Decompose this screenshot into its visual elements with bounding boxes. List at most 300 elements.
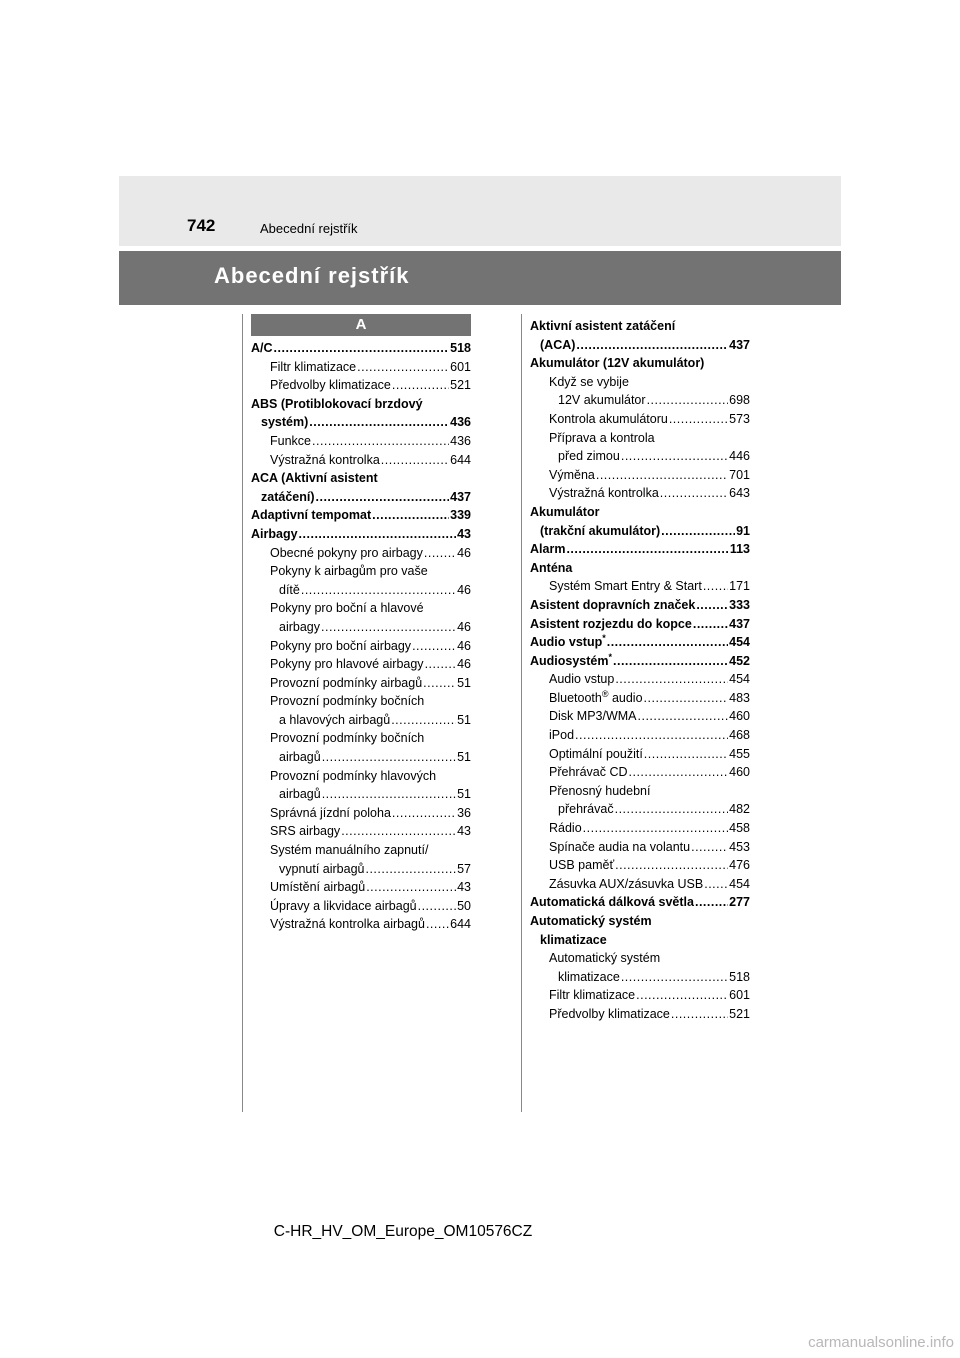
index-entry-label bbox=[549, 986, 635, 1005]
index-entry-label bbox=[549, 819, 582, 838]
index-entry-page-number: 46 bbox=[457, 619, 471, 634]
index-entry bbox=[530, 373, 750, 392]
index-entry-label bbox=[549, 763, 628, 782]
index-entry bbox=[530, 838, 750, 857]
watermark: carmanualsonline.info bbox=[808, 1334, 954, 1351]
index-entry-leader-dots bbox=[647, 391, 729, 410]
index-entry-label bbox=[279, 748, 321, 767]
index-entry bbox=[251, 469, 471, 488]
index-entry-page-number: 46 bbox=[457, 545, 471, 560]
index-entry-leader-dots bbox=[644, 689, 729, 708]
index-entry-page-number: 452 bbox=[729, 653, 750, 668]
index-entry-label bbox=[251, 506, 371, 525]
index-entry-label bbox=[549, 1005, 670, 1024]
index-entry bbox=[251, 674, 471, 693]
index-entry-label bbox=[270, 729, 424, 748]
index-entry-text: Spínače audia na volantu bbox=[549, 839, 691, 854]
index-entry bbox=[251, 599, 471, 618]
index-entry-page-number: 51 bbox=[457, 712, 471, 727]
index-entry-page-number: 51 bbox=[457, 787, 471, 802]
index-entry bbox=[530, 447, 750, 466]
index-entry-page-number: 51 bbox=[457, 750, 471, 765]
index-entry-label bbox=[558, 800, 614, 819]
index-entry-label bbox=[549, 856, 614, 875]
index-entry-leader-dots bbox=[418, 897, 456, 916]
index-entry-page-number: 453 bbox=[729, 839, 750, 854]
index-entry-label bbox=[530, 540, 565, 559]
index-entry-leader-dots bbox=[644, 745, 728, 764]
index-entry-page-number: 454 bbox=[729, 876, 750, 891]
index-entry-label bbox=[530, 559, 572, 578]
index-entry-label bbox=[530, 354, 704, 373]
index-entry-page-number: 46 bbox=[457, 657, 471, 672]
index-entry-leader-dots bbox=[691, 838, 728, 857]
index-entry bbox=[251, 339, 471, 358]
index-entry-label bbox=[270, 544, 423, 563]
index-entry bbox=[530, 745, 750, 764]
index-entry-text: Automatický systém bbox=[530, 914, 652, 928]
index-entry bbox=[530, 763, 750, 782]
index-entry-leader-dots bbox=[365, 860, 456, 879]
index-entry-label bbox=[549, 670, 614, 689]
index-entry-leader-dots bbox=[321, 618, 456, 637]
index-entry-page-number: 483 bbox=[729, 690, 750, 705]
index-entry-leader-dots bbox=[425, 655, 457, 674]
index-entry-label bbox=[549, 726, 574, 745]
index-entry-label bbox=[270, 841, 428, 860]
index-entry bbox=[251, 413, 471, 432]
index-entry-leader-dots bbox=[392, 804, 456, 823]
index-entry-text: ACA (Aktivní asistent bbox=[251, 471, 378, 486]
index-entry-text: systém) bbox=[261, 415, 309, 430]
index-entry-leader-dots bbox=[615, 800, 729, 819]
index-entry-label bbox=[530, 633, 606, 652]
index-entry-leader-dots bbox=[704, 875, 728, 894]
index-entry-label bbox=[270, 915, 425, 934]
index-entry-leader-dots bbox=[583, 819, 728, 838]
index-entry-text: Funkce bbox=[270, 433, 311, 448]
index-entry-page-number: 643 bbox=[729, 486, 750, 501]
index-entry bbox=[530, 633, 750, 652]
index-entry-leader-dots bbox=[423, 674, 456, 693]
index-entry-text: Rádio bbox=[549, 821, 582, 836]
index-entry-text: Filtr klimatizace bbox=[270, 359, 357, 374]
index-entry-leader-dots bbox=[621, 968, 728, 987]
index-entry-text: Audio vstup bbox=[549, 672, 615, 687]
index-entry bbox=[251, 729, 471, 748]
index-entry-label bbox=[549, 466, 595, 485]
index-entry-page-number: 644 bbox=[450, 452, 471, 467]
index-entry-page-number: 36 bbox=[457, 805, 471, 820]
index-entry-label bbox=[270, 655, 424, 674]
index-entry-label bbox=[549, 577, 702, 596]
index-entry-page-number: 518 bbox=[729, 969, 750, 984]
index-entry bbox=[530, 577, 750, 596]
index-entry-text: A/C bbox=[251, 341, 273, 355]
index-entry bbox=[530, 652, 750, 671]
index-entry-page-number: 460 bbox=[729, 709, 750, 724]
index-entry-page-number: 454 bbox=[729, 672, 750, 687]
index-entry-text: 12V akumulátor bbox=[558, 393, 646, 408]
index-entry bbox=[530, 782, 750, 801]
index-entry-label bbox=[549, 875, 703, 894]
index-entry-text: Výměna bbox=[549, 467, 595, 482]
index-entry-label bbox=[251, 525, 298, 544]
index-entry-leader-dots bbox=[638, 707, 729, 726]
index-entry-text: Obecné pokyny pro airbagy bbox=[270, 545, 423, 560]
index-entry-text: USB paměť bbox=[549, 858, 615, 873]
index-entry-text: Alarm bbox=[530, 542, 566, 557]
index-entry-leader-dots bbox=[392, 376, 449, 395]
index-entry-page-number: 437 bbox=[450, 489, 471, 504]
index-entry-leader-dots bbox=[703, 577, 728, 596]
index-entry-page-number: 43 bbox=[457, 880, 471, 895]
index-entry-page-number: 50 bbox=[457, 898, 471, 913]
index-entry-label bbox=[558, 447, 620, 466]
index-column-2 bbox=[530, 317, 750, 1024]
index-entry-leader-dots bbox=[596, 466, 728, 485]
index-entry-text: Filtr klimatizace bbox=[549, 988, 636, 1003]
index-entry-text: Akumulátor bbox=[530, 504, 600, 519]
index-entry-label bbox=[270, 432, 311, 451]
index-entry-text: před zimou bbox=[558, 449, 620, 464]
index-entry-label bbox=[549, 410, 668, 429]
index-entry-text: Pokyny k airbagům pro vaše bbox=[270, 564, 428, 579]
index-entry-leader-dots bbox=[615, 670, 728, 689]
index-entry bbox=[530, 1005, 750, 1024]
footer bbox=[0, 1222, 960, 1242]
index-entry-text: Zásuvka AUX/zásuvka USB bbox=[549, 876, 704, 891]
index-entry-leader-dots bbox=[424, 544, 456, 563]
index-entry bbox=[251, 618, 471, 637]
index-entry-text: Příprava a kontrola bbox=[549, 430, 655, 445]
index-entry-leader-dots bbox=[621, 447, 728, 466]
index-entry-text: airbagy bbox=[279, 619, 320, 634]
index-entry-text: Optimální použití bbox=[549, 746, 643, 761]
index-entry-page-number: 277 bbox=[729, 895, 750, 910]
index-entry-page-number: 468 bbox=[729, 728, 750, 743]
index-entry-page-number: 437 bbox=[729, 337, 750, 352]
index-entry-leader-dots bbox=[575, 726, 728, 745]
index-entry bbox=[251, 748, 471, 767]
index-entry-text: Pokyny pro boční a hlavové bbox=[270, 601, 424, 616]
index-entry bbox=[251, 395, 471, 414]
index-entry-label bbox=[270, 822, 340, 841]
header-band bbox=[119, 176, 841, 246]
index-entry bbox=[530, 429, 750, 448]
index-entry bbox=[530, 931, 750, 950]
index-entry bbox=[251, 488, 471, 507]
index-entry-page-number: 455 bbox=[729, 746, 750, 761]
index-entry-label bbox=[279, 711, 390, 730]
index-entry bbox=[251, 860, 471, 879]
index-entry bbox=[530, 819, 750, 838]
index-entry-label bbox=[549, 429, 655, 448]
index-entry-text: Provozní podmínky bočních bbox=[270, 731, 425, 746]
page-number: 742 bbox=[187, 216, 216, 235]
index-entry-page-number: 46 bbox=[457, 638, 471, 653]
index-entry-label bbox=[279, 860, 364, 879]
index-entry-label bbox=[549, 838, 690, 857]
index-entry-label bbox=[540, 931, 607, 950]
index-entry-leader-dots bbox=[661, 522, 735, 541]
index-entry-page-number: 573 bbox=[729, 411, 750, 426]
index-entry-leader-dots bbox=[669, 410, 728, 429]
index-entry-page-number: 601 bbox=[450, 359, 471, 374]
index-entry-leader-dots bbox=[381, 451, 449, 470]
index-entry bbox=[530, 484, 750, 503]
index-entry-page-number: 339 bbox=[450, 508, 471, 523]
index-entry-leader-dots bbox=[312, 432, 449, 451]
index-entry-label bbox=[270, 358, 356, 377]
index-entry-label bbox=[270, 897, 417, 916]
index-entry bbox=[251, 692, 471, 711]
index-entry-text: Systém Smart Entry & Start bbox=[549, 579, 702, 594]
index-entry-label bbox=[279, 785, 321, 804]
index-entry-label bbox=[549, 484, 659, 503]
index-entry-page-number: 171 bbox=[729, 579, 750, 594]
index-entry bbox=[251, 432, 471, 451]
index-entry-leader-dots bbox=[636, 986, 728, 1005]
index-entry-text: a hlavových airbagů bbox=[279, 712, 391, 727]
index-entry-text: Bluetooth bbox=[549, 690, 602, 705]
index-entry-label bbox=[270, 599, 424, 618]
index-entry-leader-dots bbox=[366, 878, 456, 897]
index-entry-page-number: 436 bbox=[450, 433, 471, 448]
index-entry-page-number: 521 bbox=[729, 1006, 750, 1021]
index-entry bbox=[530, 336, 750, 355]
index-entry-text: Adaptivní tempomat bbox=[251, 508, 372, 523]
index-entry-label bbox=[558, 391, 646, 410]
index-entry bbox=[251, 637, 471, 656]
index-entry bbox=[530, 986, 750, 1005]
index-entry-text: Automatická dálková světla bbox=[530, 895, 694, 910]
index-entry-label bbox=[549, 373, 629, 392]
index-entry-text: dítě bbox=[279, 582, 300, 597]
index-entry-label bbox=[549, 707, 637, 726]
index-entry-page-number: 446 bbox=[729, 449, 750, 464]
index-entry bbox=[251, 897, 471, 916]
index-entry bbox=[530, 912, 750, 931]
index-entry-page-number: 518 bbox=[450, 341, 471, 355]
index-entry-label bbox=[270, 376, 391, 395]
index-entry bbox=[530, 317, 750, 336]
index-entry-label bbox=[279, 581, 300, 600]
index-entry-superscript: ® bbox=[601, 688, 609, 699]
index-entry-page-number: 460 bbox=[729, 765, 750, 780]
column-rule-middle bbox=[521, 314, 522, 1112]
index-entry-label bbox=[251, 339, 273, 358]
index-entry-text: Výstražná kontrolka airbagů bbox=[270, 917, 425, 932]
index-entry-text: Výstražná kontrolka bbox=[549, 486, 659, 501]
index-entry-leader-dots bbox=[660, 484, 728, 503]
index-entry bbox=[251, 525, 471, 544]
index-entry bbox=[530, 893, 750, 912]
index-entry-label bbox=[251, 395, 423, 414]
index-entry-leader-dots bbox=[693, 615, 728, 634]
index-entry-label bbox=[270, 767, 436, 786]
index-entry bbox=[251, 785, 471, 804]
footer-document-code: C-HR_HV_OM_Europe_OM10576CZ bbox=[273, 1223, 533, 1240]
index-entry-label bbox=[270, 562, 428, 581]
index-entry-text: airbagů bbox=[279, 787, 321, 802]
index-entry-text-after: audio bbox=[608, 690, 643, 705]
index-entry-label bbox=[530, 893, 694, 912]
index-entry-label bbox=[530, 912, 652, 931]
index-entry bbox=[251, 358, 471, 377]
index-entry-text: Provozní podmínky airbagů bbox=[270, 675, 423, 690]
index-entry-text: Přenosný hudební bbox=[549, 783, 651, 798]
index-entry-text: iPod bbox=[549, 728, 575, 743]
index-entry-superscript: * bbox=[602, 633, 606, 643]
index-entry-page-number: 698 bbox=[729, 393, 750, 408]
index-entry-page-number: 113 bbox=[729, 542, 750, 557]
index-entry bbox=[530, 503, 750, 522]
index-entry-page-number: 701 bbox=[729, 467, 750, 482]
index-entry-label bbox=[530, 596, 695, 615]
index-entry bbox=[530, 726, 750, 745]
index-entry bbox=[251, 878, 471, 897]
index-entry-leader-dots bbox=[696, 596, 728, 615]
index-entry-leader-dots bbox=[576, 336, 728, 355]
index-entry-page-number: 482 bbox=[729, 802, 750, 817]
index-entry-label bbox=[270, 451, 380, 470]
index-entry-text: (trakční akumulátor) bbox=[540, 523, 661, 538]
index-entry bbox=[530, 522, 750, 541]
index-entry-page-number: 521 bbox=[450, 378, 471, 393]
index-entry-text: Audio vstup bbox=[530, 635, 603, 650]
index-entry-page-number: 46 bbox=[457, 582, 471, 597]
index-entry-label bbox=[549, 745, 643, 764]
index-entry bbox=[251, 822, 471, 841]
index-entry-label bbox=[270, 878, 365, 897]
index-entry-leader-dots bbox=[391, 711, 456, 730]
index-entry-leader-dots bbox=[301, 581, 456, 600]
index-entry bbox=[530, 875, 750, 894]
index-entry-label bbox=[251, 469, 378, 488]
index-entry-page-number: 43 bbox=[457, 824, 471, 839]
index-entry bbox=[251, 841, 471, 860]
index-entry-text: (ACA) bbox=[540, 337, 576, 352]
index-entry-label bbox=[270, 674, 422, 693]
index-entry-page-number: 458 bbox=[729, 821, 750, 836]
index-entry bbox=[530, 559, 750, 578]
index-entry-text: Přehrávač CD bbox=[549, 765, 628, 780]
index-entry bbox=[251, 376, 471, 395]
index-entry bbox=[251, 915, 471, 934]
index-letter-heading: A bbox=[251, 314, 471, 336]
index-entry-text: Audiosystém bbox=[530, 653, 609, 668]
index-entry-label bbox=[530, 615, 692, 634]
index-entry-text: Airbagy bbox=[251, 526, 298, 541]
header-section-name: Abecední rejstřík bbox=[260, 221, 358, 236]
index-entry-leader-dots bbox=[566, 540, 728, 559]
index-entry bbox=[530, 707, 750, 726]
index-entry-leader-dots bbox=[615, 856, 728, 875]
index-entry-label bbox=[549, 949, 660, 968]
index-entry-page-number: 43 bbox=[457, 526, 471, 541]
index-entry-text: Asistent dopravních značek bbox=[530, 597, 696, 612]
index-entry-text: Umístění airbagů bbox=[270, 880, 366, 895]
index-entry-text: Systém manuálního zapnutí/ bbox=[270, 843, 429, 858]
index-entry-leader-dots bbox=[412, 637, 456, 656]
index-entry-text: Aktivní asistent zatáčení bbox=[530, 319, 676, 333]
index-entry-page-number: 644 bbox=[450, 917, 471, 932]
index-entry-text: Předvolby klimatizace bbox=[549, 1006, 670, 1021]
index-entry bbox=[530, 689, 750, 708]
index-entry-leader-dots bbox=[372, 506, 449, 525]
index-entry-label bbox=[540, 336, 575, 355]
index-entry-label bbox=[530, 503, 599, 522]
index-entry bbox=[530, 856, 750, 875]
index-entry bbox=[530, 354, 750, 373]
column-rule-left bbox=[242, 314, 243, 1112]
index-entry-page-number: 91 bbox=[736, 523, 750, 538]
index-entry-text: Pokyny pro boční airbagy bbox=[270, 638, 412, 653]
index-entry-leader-dots bbox=[613, 652, 728, 671]
index-entry bbox=[251, 767, 471, 786]
index-entry-superscript: * bbox=[608, 651, 613, 662]
index-entry-leader-dots bbox=[322, 785, 456, 804]
index-entry-leader-dots bbox=[426, 915, 449, 934]
index-entry-leader-dots bbox=[274, 339, 450, 358]
index-entry-leader-dots bbox=[341, 822, 456, 841]
index-entry-label bbox=[549, 689, 643, 708]
index-entry bbox=[530, 596, 750, 615]
index-entry-label bbox=[279, 618, 320, 637]
index-entry-page-number: 436 bbox=[450, 415, 471, 430]
index-entry bbox=[251, 451, 471, 470]
page-title: Abecední rejstřík bbox=[214, 263, 410, 288]
index-entry-text: klimatizace bbox=[540, 932, 607, 947]
index-entry-page-number: 476 bbox=[729, 858, 750, 873]
index-entry bbox=[530, 800, 750, 819]
index-entry-label bbox=[270, 637, 411, 656]
index-entry bbox=[251, 804, 471, 823]
index-entry-text: Správná jízdní poloha bbox=[270, 805, 391, 820]
index-entry-leader-dots bbox=[695, 893, 728, 912]
index-entry-text: Pokyny pro hlavové airbagy bbox=[270, 657, 424, 672]
index-entry bbox=[251, 506, 471, 525]
index-entry-page-number: 333 bbox=[729, 597, 750, 612]
index-entry-text: Provozní podmínky bočních bbox=[270, 694, 425, 709]
index-entry bbox=[530, 410, 750, 429]
index-entry-label bbox=[530, 317, 675, 336]
index-entry bbox=[530, 391, 750, 410]
index-entry-label bbox=[270, 692, 424, 711]
index-entry bbox=[530, 615, 750, 634]
index-entry-text: SRS airbagy bbox=[270, 824, 341, 839]
index-entry-page-number: 437 bbox=[729, 616, 750, 631]
index-entry bbox=[251, 562, 471, 581]
index-entry-text: Kontrola akumulátoru bbox=[549, 411, 668, 426]
index-entry bbox=[251, 581, 471, 600]
index-entry-label bbox=[261, 413, 308, 432]
index-entry-leader-dots bbox=[322, 748, 456, 767]
index-entry-text: vypnutí airbagů bbox=[279, 861, 365, 876]
index-entry-label bbox=[261, 488, 315, 507]
index-entry-text: přehrávač bbox=[558, 802, 614, 817]
index-entry bbox=[530, 968, 750, 987]
index-entry-leader-dots bbox=[357, 358, 449, 377]
index-entry bbox=[251, 544, 471, 563]
index-entry bbox=[251, 711, 471, 730]
index-entry-page-number: 454 bbox=[729, 635, 750, 650]
index-entry-label bbox=[270, 804, 391, 823]
index-entry-leader-dots bbox=[316, 488, 450, 507]
index-entry-leader-dots bbox=[671, 1005, 728, 1024]
index-entry bbox=[530, 949, 750, 968]
